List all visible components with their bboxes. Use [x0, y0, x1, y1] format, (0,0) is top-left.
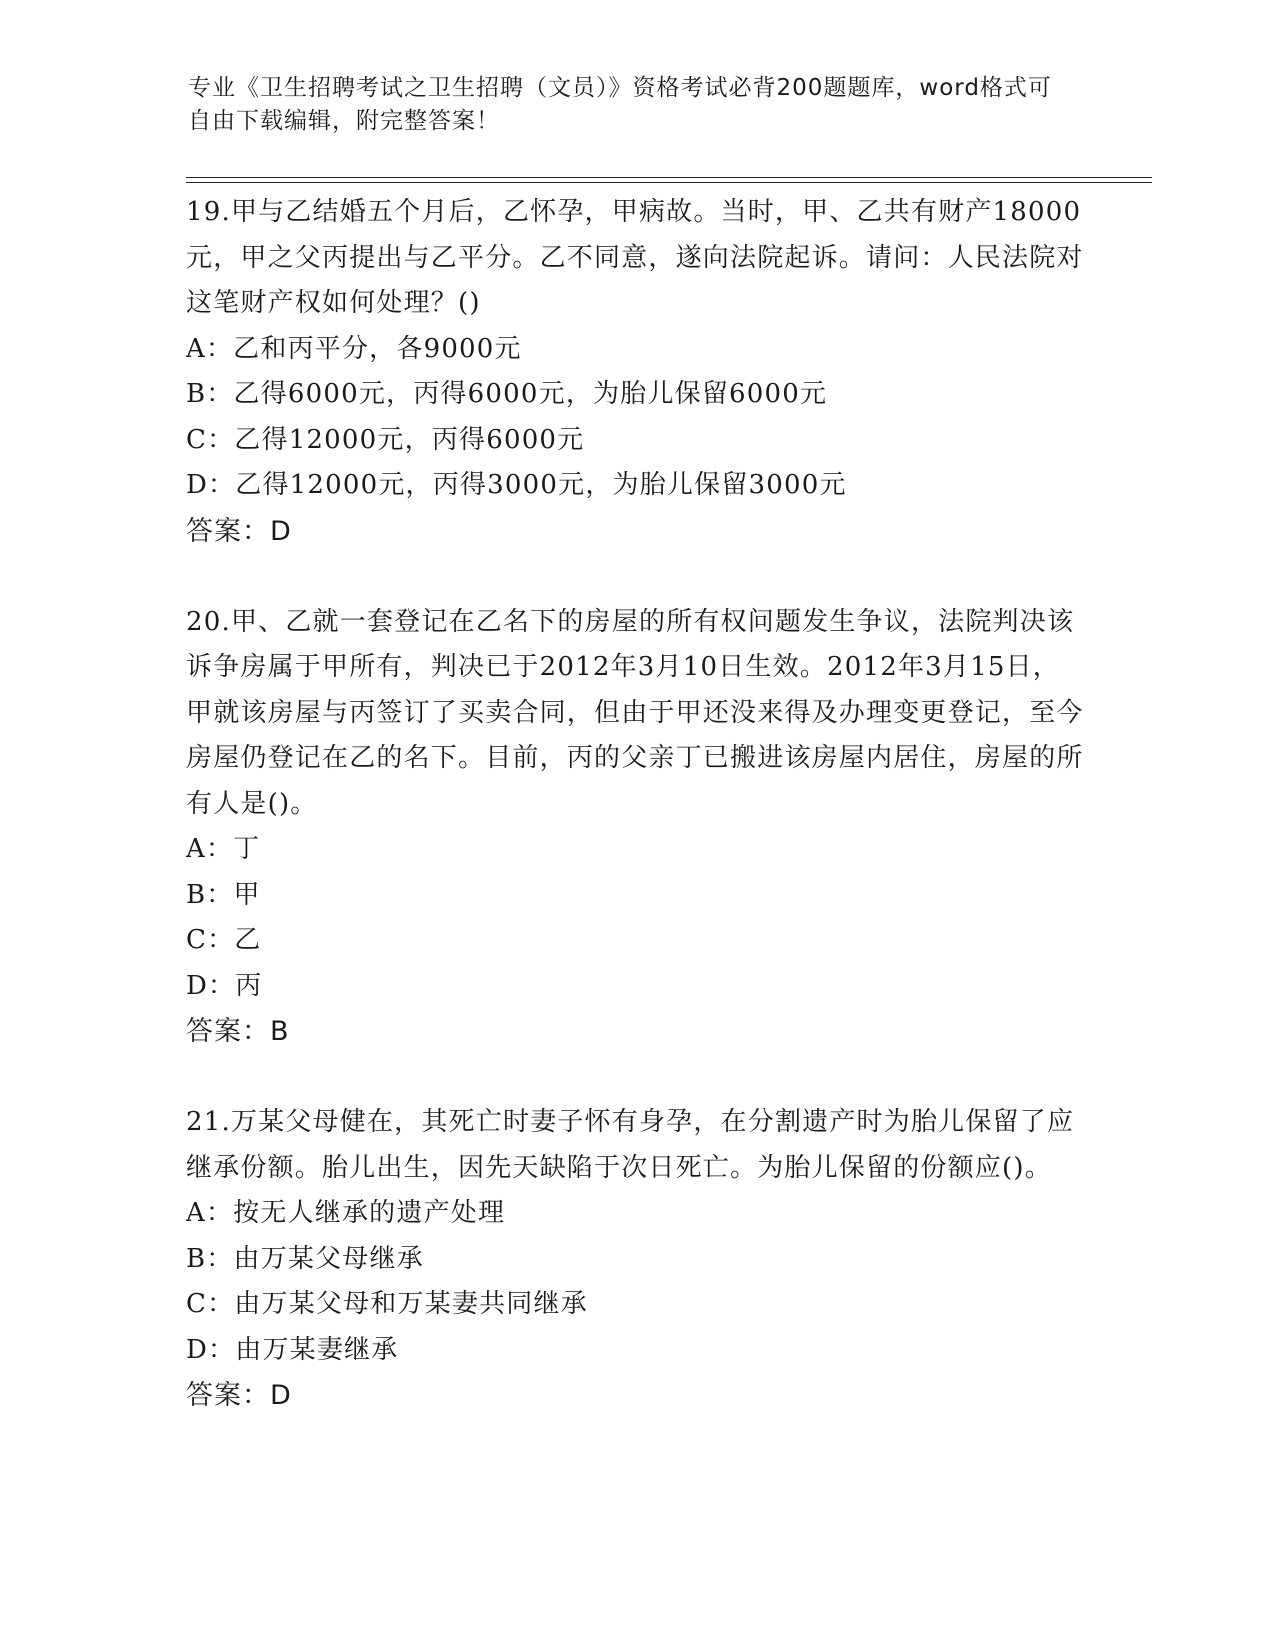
option-d: D：由万某妻继承 — [186, 1334, 399, 1365]
option-a: A：丁 — [186, 834, 261, 864]
option-a: A：按无人继承的遗产处理 — [186, 1198, 506, 1228]
header-divider-bottom — [186, 182, 1152, 183]
option-b: B：甲 — [186, 879, 261, 910]
option-b: B：乙得6000元，丙得6000元，为胎儿保留6000元 — [186, 379, 828, 409]
option-c: C：乙 — [186, 925, 262, 955]
question-stem: 20.甲、乙就一套登记在乙名下的房屋的所有权问题发生争议，法院判决该诉争房属于甲所有，判决已于2012年3月10日生效。2012年3月15日，甲就该房屋与丙签订了买卖合同，但由于甲还没来得及办理变更登记，至今房屋仍登记在乙的名下。目前，丙的父亲丁已搬进该房屋内居住，房屋的所有人是()。 — [186, 606, 1084, 819]
question-stem: 21.万某父母健在，其死亡时妻子怀有身孕，在分割遗产时为胎儿保留了应继承份额。胎儿出生，因先天缺陷于次日死亡。为胎儿保留的份额应()。 — [186, 1107, 1075, 1183]
header-divider-top — [186, 177, 1152, 178]
header-title: 专业《卫生招聘考试之卫生招聘（文员）》资格考试必背200题题库，word格式可自由下载编辑，附完整答案！ — [188, 75, 1052, 134]
option-d: D：乙得12000元，丙得3000元，为胎儿保留3000元 — [186, 470, 847, 500]
question-20 — [186, 600, 1086, 1055]
document-header — [188, 72, 1068, 138]
option-c: C：由万某父母和万某妻共同继承 — [186, 1289, 588, 1319]
option-a: A：乙和丙平分，各9000元 — [186, 333, 522, 364]
question-spacer — [186, 1054, 1086, 1100]
question-stem: 19.甲与乙结婚五个月后，乙怀孕，甲病故。当时，甲、乙共有财产18000元，甲之父丙提出与乙平分。乙不同意，遂向法院起诉。请问：人民法院对这笔财产权如何处理？() — [186, 197, 1084, 318]
question-list — [186, 190, 1086, 1418]
question-spacer — [186, 554, 1086, 600]
answer-line: 答案：B — [186, 1016, 290, 1047]
question-21 — [186, 1100, 1086, 1418]
answer-line: 答案：D — [186, 1380, 292, 1411]
question-19 — [186, 190, 1086, 554]
option-d: D：丙 — [186, 970, 263, 1001]
option-c: C：乙得12000元，丙得6000元 — [186, 424, 585, 455]
option-b: B：由万某父母继承 — [186, 1243, 424, 1274]
answer-line: 答案：D — [186, 515, 292, 547]
